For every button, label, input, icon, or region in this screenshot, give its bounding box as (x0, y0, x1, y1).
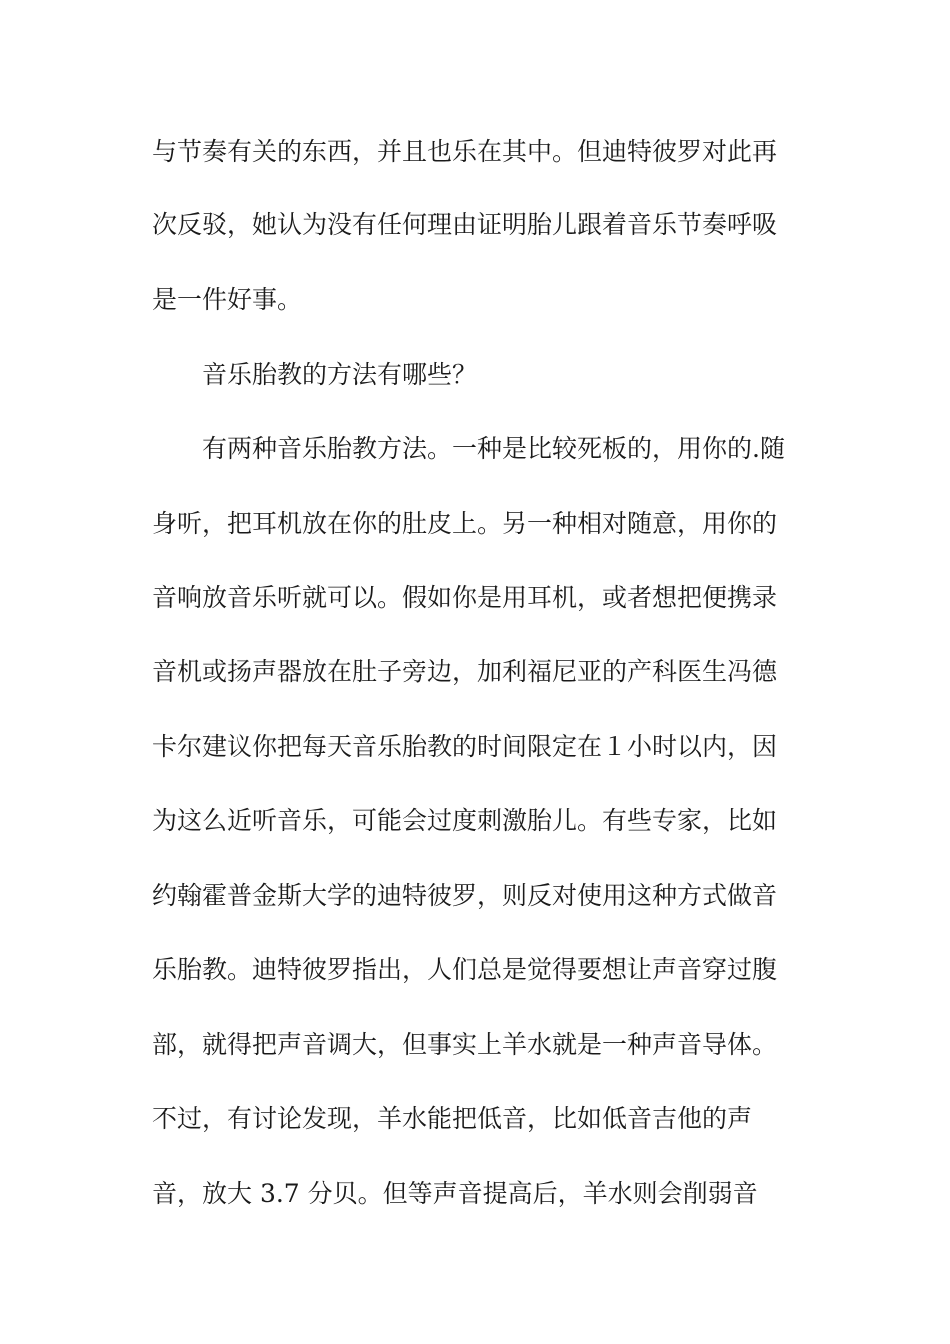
text-line-7: 音响放音乐听就可以。假如你是用耳机，或者想把便携录 (152, 583, 778, 612)
text-line-5: 有两种音乐胎教方法。一种是比较死板的，用你的.随 (202, 434, 785, 463)
text-line-3: 是一件好事。 (152, 285, 303, 314)
text-line-15: 音，放大 3.7 分贝。但等声音提高后，羊水则会削弱音 (152, 1179, 758, 1208)
section-question: 音乐胎教的方法有哪些？ (202, 360, 478, 389)
text-line-10: 为这么近听音乐，可能会过度刺激胎儿。有些专家，比如 (152, 806, 778, 835)
text-line-13: 部，就得把声音调大，但事实上羊水就是一种声音导体。 (152, 1030, 778, 1059)
text-line-2: 次反驳，她认为没有任何理由证明胎儿跟着音乐节奏呼吸 (152, 210, 778, 239)
text-line-11: 约翰霍普金斯大学的迪特彼罗，则反对使用这种方式做音 (152, 881, 778, 910)
text-line-14: 不过，有讨论发现，羊水能把低音，比如低音吉他的声 (152, 1104, 753, 1133)
text-line-6: 身听，把耳机放在你的肚皮上。另一种相对随意，用你的 (152, 509, 778, 538)
text-line-12: 乐胎教。迪特彼罗指出，人们总是觉得要想让声音穿过腹 (152, 955, 778, 984)
text-line-9: 卡尔建议你把每天音乐胎教的时间限定在１小时以内，因 (152, 732, 778, 761)
text-line-8: 音机或扬声器放在肚子旁边，加利福尼亚的产科医生冯德 (152, 657, 778, 686)
text-line-1: 与节奏有关的东西，并且也乐在其中。但迪特彼罗对此再 (152, 137, 778, 166)
